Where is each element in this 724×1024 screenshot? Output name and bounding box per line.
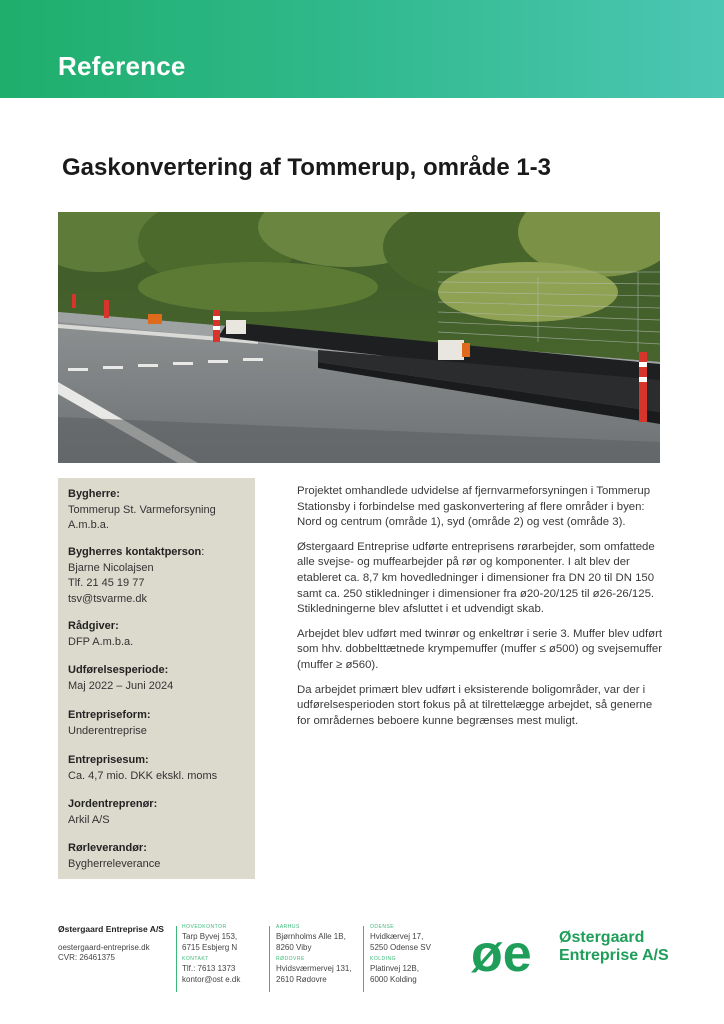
header-banner xyxy=(0,0,724,98)
fact-label: Bygherre: xyxy=(68,488,120,500)
fact-value: DFP A.m.b.a. xyxy=(68,635,134,648)
footer-divider xyxy=(269,926,270,992)
office-line: Tlf.: 7613 1373 xyxy=(182,964,236,973)
header-title: Reference xyxy=(58,51,186,81)
footer-office-aarhus xyxy=(276,924,352,985)
office-heading: KOLDING xyxy=(370,956,397,962)
fact-contract-form xyxy=(68,708,151,739)
fact-contact-person xyxy=(68,545,204,607)
fact-label-colon: : xyxy=(201,546,205,558)
fact-earthworks xyxy=(68,797,157,828)
page-title: Gaskonvertering af Tommerup, område 1-3 xyxy=(62,154,552,181)
office-line: 2610 Rødovre xyxy=(276,974,327,984)
office-heading: HOVEDKONTOR xyxy=(182,924,227,930)
office-heading: RØDOVRE xyxy=(276,956,305,962)
project-photo-illustration xyxy=(58,212,660,463)
fact-label: Entrepriseform: xyxy=(68,709,151,721)
fact-value: Arkil A/S xyxy=(68,813,110,826)
footer-divider xyxy=(176,926,177,992)
office-line: kontor@ost e.dk xyxy=(182,974,241,984)
description-paragraph: Da arbejdet primært blev udført i eksisterende boligområder, var der i udførelsesperioden stort fokus på at tilrettelægge arbejdet, så generne for områdernes beboere kunne begrænses mest muligt. xyxy=(297,683,653,727)
fact-value: tsv@tsvarme.dk xyxy=(68,592,148,605)
footer-divider xyxy=(363,926,364,992)
description-paragraph: Arbejdet blev udført med twinrør og enkeltrør i serie 3. Muffer blev udført som hhv. dobbelttætnede krympemuffer (muffer ≤ ø500) og svejsemuffer (muffer ≥ ø560). xyxy=(297,627,663,671)
office-heading: ODENSE xyxy=(370,924,395,930)
office-line: 6000 Kolding xyxy=(370,974,417,984)
footer-cvr: CVR: 26461375 xyxy=(58,953,115,962)
project-facts-panel xyxy=(58,478,255,879)
office-line: Bjørnholms Alle 1B, xyxy=(276,932,346,941)
footer-office-hq xyxy=(182,924,240,985)
fact-period xyxy=(68,663,173,694)
office-line: Hvidsværmervej 131, xyxy=(276,964,352,973)
logo-mark-text: øe xyxy=(471,925,532,978)
fact-label: Jordentreprenør: xyxy=(68,798,158,810)
fact-advisor xyxy=(68,619,133,650)
fact-contract-sum xyxy=(68,753,217,784)
fact-label: Entreprisesum: xyxy=(68,754,149,766)
office-heading: AARHUS xyxy=(276,924,300,930)
fact-value: A.m.b.a. xyxy=(68,519,109,531)
fact-label: Rørleverandør: xyxy=(68,842,147,854)
office-line: 6715 Esbjerg N xyxy=(182,942,238,952)
fact-value: Ca. 4,7 mio. DKK ekskl. moms xyxy=(68,769,218,782)
office-line: Hvidkærvej 17, xyxy=(370,932,424,941)
fact-label xyxy=(68,545,204,561)
office-line: Platinvej 12B, xyxy=(370,964,419,973)
fact-label-text: Bygherres kontaktperson xyxy=(68,546,202,558)
footer-company-name: Østergaard Entreprise A/S xyxy=(58,924,164,934)
office-line: Tarp Byvej 153, xyxy=(182,932,238,941)
logo-mark-icon xyxy=(471,924,553,978)
fact-bygherre xyxy=(68,487,216,534)
project-photo xyxy=(58,212,660,463)
fact-pipe-supplier xyxy=(68,841,160,872)
fact-value: Bygherreleverance xyxy=(68,857,161,870)
fact-value: Tlf. 21 45 19 77 xyxy=(68,577,145,589)
office-line: 8260 Viby xyxy=(276,942,312,952)
description-paragraph: Projektet omhandlede udvidelse af fjernvarmeforsyningen i Tommerup Stationsby i forbindelse med gaskonvertering af flere områder i byen: Nord og centrum (område 1), syd (område 2) og vest (område 3). xyxy=(297,485,651,529)
fact-value: Maj 2022 – Juni 2024 xyxy=(68,679,174,692)
logo-line-2: Entreprise A/S xyxy=(559,947,669,964)
fact-value: Underentreprise xyxy=(68,724,147,737)
fact-value: Tommerup St. Varmeforsyning xyxy=(68,503,216,516)
office-line: 5250 Odense SV xyxy=(370,942,431,952)
project-description xyxy=(297,484,667,738)
office-heading: KONTAKT xyxy=(182,956,209,962)
description-paragraph: Østergaard Entreprise udførte entreprisens rørarbejder, som omfattede alle svejse- og muffearbejder på rør og komponenter. I alt blev der etableret ca. 8,7 km hovedledninger i dimensioner fra DN 20 til DN 150 samt ca. 250 stikledninger i dimensioner fra ø20-20/125 til ø26-26/125. Stikledningerne blev afsluttet i et udvendigt skab. xyxy=(297,540,655,616)
footer-website: oestergaard-entreprise.dk xyxy=(58,942,150,952)
logo-line-1: Østergaard xyxy=(559,929,645,946)
footer-office-odense xyxy=(370,924,431,985)
fact-value: Bjarne Nicolajsen xyxy=(68,561,154,574)
logo-wordmark xyxy=(559,929,669,965)
fact-label: Udførelsesperiode: xyxy=(68,664,169,676)
footer-company-block xyxy=(58,924,164,964)
fact-label: Rådgiver: xyxy=(68,620,119,632)
